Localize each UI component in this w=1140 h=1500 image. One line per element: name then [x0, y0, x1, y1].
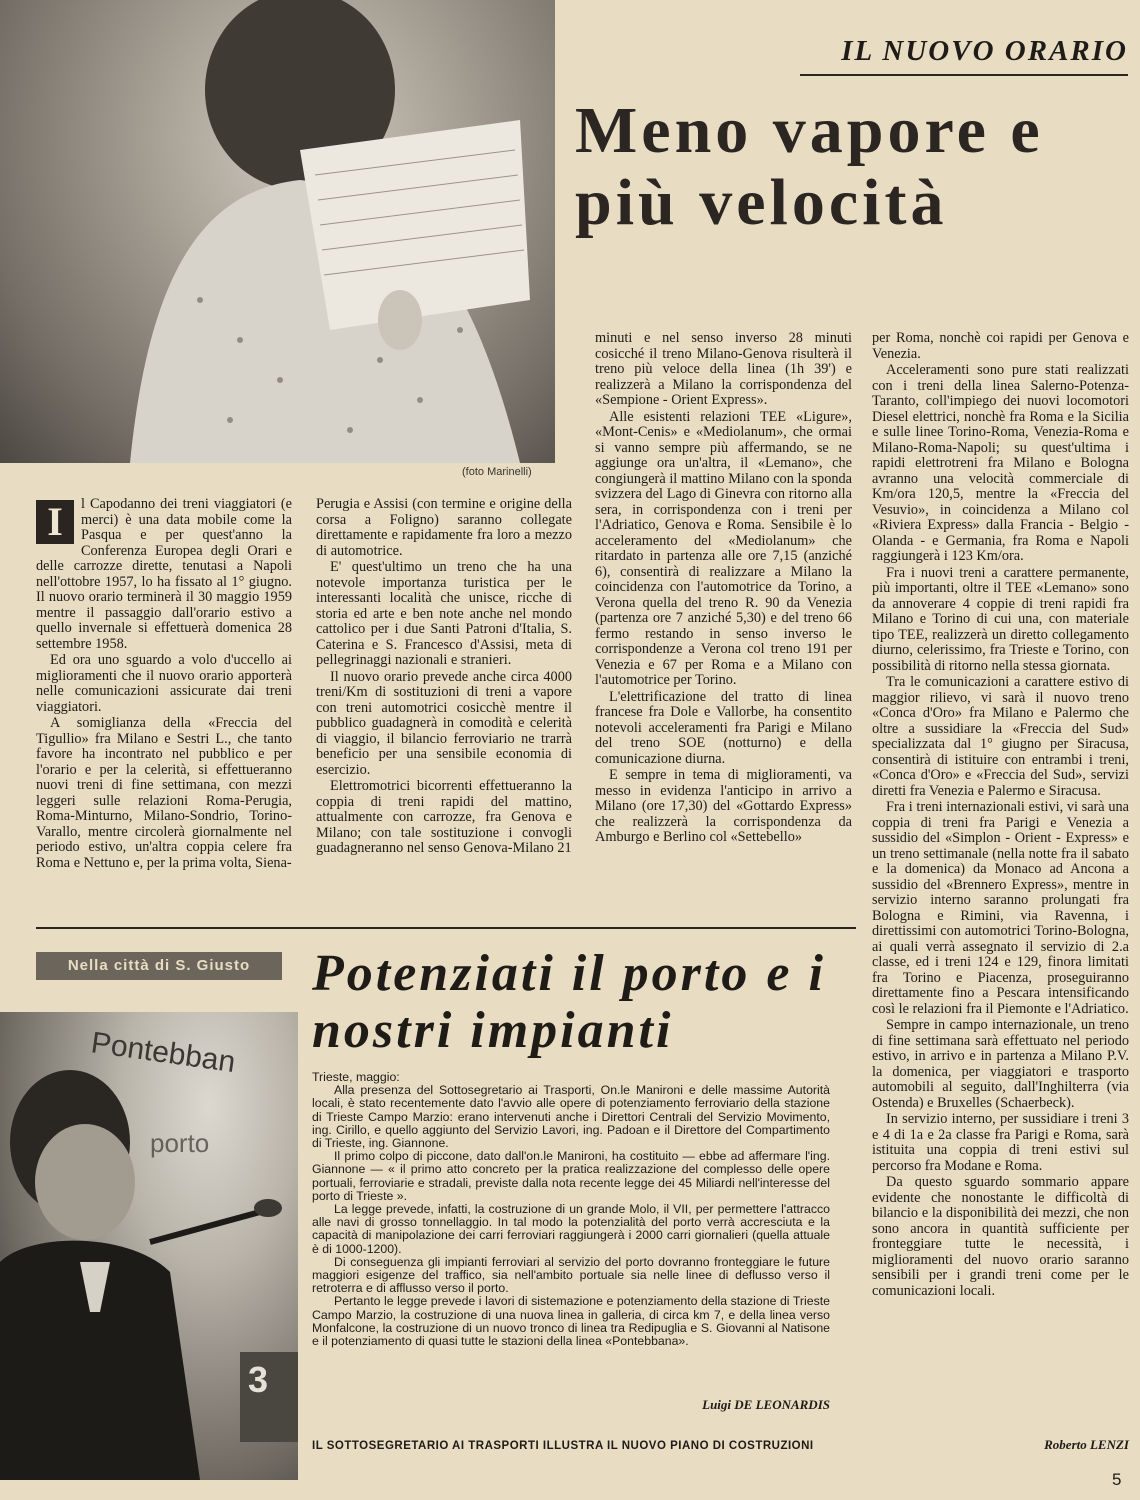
- photo-illustration: [0, 0, 555, 463]
- dateline: Trieste, maggio:: [312, 1070, 400, 1084]
- paragraph: L'elettrificazione del tratto di linea francese fra Dole e Vallorbe, ha consentito notevoli acceleramenti fra Parigi e Milano del treno SOE (notturno) e della comunicazione diurna.: [595, 688, 852, 767]
- article-column-2: [316, 497, 572, 857]
- kicker-rule: [800, 74, 1128, 76]
- photo-undersecretary-speaking: [0, 1012, 298, 1480]
- article-column-1: [36, 497, 292, 871]
- paragraph: E sempre in tema di miglioramenti, va messo in evidenza l'anticipo in arrivo a Milano (ore 17,30) del «Gottardo Express» che realizzerà la corrispondenza da Amburgo e Berlino col «Settebello»: [595, 767, 852, 845]
- paragraph: Il nuovo orario prevede anche circa 4000 treni/Km di sostituzioni di treni a vapore con treni automotrici cosicchè mentre il pubblico guadagnerà in comodità e celerità di viaggio, il bilancio ferroviario ne trarrà beneficio per una sensibile economia di esercizio.: [316, 668, 572, 778]
- section-kicker: IL NUOVO ORARIO: [841, 35, 1128, 67]
- paragraph: per Roma, nonchè coi rapidi per Genova e Venezia.: [872, 330, 1129, 362]
- paragraph: Di conseguenza gli impianti ferroviari al servizio del porto dovranno fronteggiare le future maggiori esigenze del traffico, sia nell'ambito portuale sia nelle linee di deflusso verso il retroterra e di afflusso verso il porto.: [312, 1254, 830, 1296]
- paragraph: Sempre in campo internazionale, un treno di fine settimana sarà effettuato nel periodo estivo, in arrivo e in partenza a Milano P.V. la domenica, per viaggiatori e trasporto automobili al seguito, dall'Inghilterra (via Ostenda) e Bruxelles (Schaerbeck).: [872, 1017, 1129, 1111]
- paragraph: E' quest'ultimo un treno che ha una notevole importanza turistica per le interessanti località che unisce, ricche di storia ed arte e ben note anche nel mondo cattolico per i due Santi Patroni d'Italia, S. Caterina e S. Francesco d'Assisi, meta di pellegrinaggi nazionali e stranieri.: [316, 559, 572, 668]
- paragraph: In servizio interno, per sussidiare i treni 3 e 4 di 1a e 2a classe fra Parigi e Roma, sarà istituita una coppia di treni estivi sul percorso fra Modane e Roma.: [872, 1111, 1129, 1174]
- svg-text:3: 3: [248, 1359, 269, 1400]
- paragraph: La legge prevede, infatti, la costruzione di un grande Molo, il VII, per permettere l'attracco alle navi di grosso tonnellaggio. In tal modo la potenzialità del porto verrà accresciuta e la capacità di manipolazione dei carri ferroviari raggiungerà i 2000 carri giornalieri (quella attuale è di 1000-1200).: [312, 1202, 830, 1256]
- svg-text:porto: porto: [150, 1128, 210, 1158]
- paragraph: Elettromotrici bicorrenti effettueranno la coppia di treni rapidi del mattino, attualmente con carrozze, fra Genova e Milano; con tale sostituzione i convogli guadagneranno nel senso Genova-Milano 21: [316, 778, 572, 856]
- paragraph: l Capodanno dei treni viaggiatori (e merci) è una data mobile come la Pasqua e per quest'anno la Conferenza Europea degli Orari e delle carrozze dirette, tenutasi a Napoli nell'ottobre 1957, lo ha fissato al 1° giugno. Il nuovo orario terminerà il 30 maggio 1959 mentre il passaggio dall'orario estivo a quello invernale si effettuerà domenica 28 settembre 1958.: [36, 496, 292, 652]
- article-headline-2: Potenziati il porto e i nostri impianti: [312, 945, 826, 1059]
- article-column-3: [595, 331, 852, 846]
- svg-text:Pontebban: Pontebban: [89, 1026, 238, 1080]
- photo-credit: (foto Marinelli): [462, 466, 532, 478]
- article-2-body: [312, 1071, 830, 1348]
- author-signature-2: Luigi DE LEONARDIS: [702, 1397, 830, 1412]
- page-number: 5: [1112, 1470, 1122, 1489]
- paragraph: Alla presenza del Sottosegretario ai Trasporti, On.le Manironi e delle massime Autorità locali, è stato recentemente dato l'avvio alle opere di potenziamento ferroviario della stazione di Trieste Campo Marzio: erano intervenuti anche i Direttori Centrali del Servizio Movimento, ing. Cirillo, e quello aggiunto del Servizio Lavori, ing. Padoan e il Direttore del Compartimento di Trieste, ing. Giannone.: [312, 1083, 830, 1151]
- photo-woman-reading-timetable: [0, 0, 555, 463]
- paragraph: Perugia e Assisi (con termine e origine della corsa a Foligno) saranno collegate direttamente e rapidamente fra loro a mezzo di automotrice.: [316, 496, 572, 559]
- paragraph: Alle esistenti relazioni TEE «Ligure», «Mont-Cenis» e «Mediolanum», che ormai si vanno sempre più affermando, se ne aggiunge ora un'altra, il «Lemano», che congiungerà il mattino Milano con la sponda svizzera del Lago di Ginevra con ritorno alla sera, in corrispondenza con i treni per l'Adriatico, Genova e Roma. Sensibile è lo acceleramento del «Mediolanum» che ritardato in partenza alle ore 7,15 (anziché 6), consentirà di realizzare a Milano la coincidenza con l'automotrice da Torino, a Verona quella del treno R. 90 da Venezia (partenza ore 7 anziché 5,30) e del treno 66 fermo restando in senso inverso le corrispondenze a Verona col treno 191 per Venezia e 67 per Roma e a Milano con l'automotrice per Torino.: [595, 408, 852, 688]
- paragraph: minuti e nel senso inverso 28 minuti cosicché il treno Milano-Genova risulterà il treno più veloce della linea (1h 39') e realizzerà a Milano la corrispondenza del «Sempione - Orient Express».: [595, 330, 852, 408]
- paragraph: Pertanto le legge prevede i lavori di sistemazione e potenziamento della stazione di Trieste Campo Marzio, la costruzione di una nuova linea in galleria, di circa km 7, e della linea verso Monfalcone, la costruzione di un nuovo tronco di linea tra Redipuglia e S. Giovanni al Natisone e il potenziamento di quasi tutte le stazioni della linea «Pontebbana».: [312, 1294, 830, 1349]
- photo-illustration: [0, 1012, 298, 1480]
- paragraph: Tra le comunicazioni a carattere estivo di maggior rilievo, vi sarà il nuovo treno «Conca d'Oro» fra Milano e Palermo che oltre a sussidiare la «Freccia del Sud» specializzata dal 1° giugno per Siracusa, consentirà di istituire con entrambi i treni, «Conca d'Oro» e «Freccia del Sud», servizi diretti fra Venezia e Palermo e Siracusa.: [872, 674, 1129, 799]
- drop-cap: I: [36, 500, 74, 544]
- photo-caption: IL SOTTOSEGRETARIO AI TRASPORTI ILLUSTRA IL NUOVO PIANO DI COSTRUZIONI: [312, 1440, 814, 1452]
- section-tag: Nella città di S. Giusto: [36, 952, 282, 980]
- paragraph: Il primo colpo di piccone, dato dall'on.le Manironi, ha costituito — ebbe ad affermare l'ing. Giannone — « il primo atto concreto per la pratica realizzazione del complesso delle opere portuali, ferroviarie e stradali, previste dalla nota recente legge dei 45 Miliardi nell'interesse del porto di Trieste ».: [312, 1149, 830, 1203]
- section-divider: [36, 927, 856, 929]
- paragraph: A somiglianza della «Freccia del Tigullio» fra Milano e Sestri L., che tanto favore ha incontrato nel pubblico e per l'orario e per la celerità, si effettueranno nuovi treni di fine settimana, con mezzi leggeri sulle relazioni Roma-Perugia, Roma-Minturno, Milano-Sondrio, Torino-Varallo, mentre circolerà giornalmente nel periodo estivo, un'altra coppia celere fra Roma e Nettuno e, per la prima volta, Siena-: [36, 715, 292, 871]
- paragraph: Da questo sguardo sommario appare evidente che nonostante le difficoltà di bilancio e la disponibilità dei mezzi, che non sono ancora in quantità sufficiente per fronteggiare tutte le necessità, i miglioramenti del nuovo orario saranno sensibili per i grandi treni come per le comunicazioni locali.: [872, 1174, 1129, 1299]
- paragraph: Fra i nuovi treni a carattere permanente, più importanti, oltre il TEE «Lemano» sono da annoverare 4 coppie di treni rapidi fra Milano e Torino di cui una, con materiale tipo TEE, realizzerà un diretto collegamento diurno, celerissimo, fra Trieste e Torino, con possibilità di ritorno nella stessa giornata.: [872, 564, 1129, 674]
- author-signature-1: Roberto LENZI: [1044, 1437, 1129, 1452]
- paragraph: Acceleramenti sono pure stati realizzati con i treni della linea Salerno-Potenza-Taranto, coll'impiego dei nuovi locomotori Diesel elettrici, nonchè fra Roma e la Sicilia e sulle linee Torino-Roma, Venezia-Roma e Milano-Roma-Napoli; su quest'ultima i rapidi elettrotreni fra Milano e Bologna avranno una velocità commerciale di Km/ora 120,5, mentre la «Freccia del Vesuvio», in coincidenza a Milano col «Riviera Express» dalla Francia - Belgio - Olanda - e Germania, fra Roma e Napoli raggiungerà i 123 Km/ora.: [872, 362, 1129, 564]
- article-headline: Meno vapore e più velocità: [575, 94, 1044, 239]
- paragraph: Fra i treni internazionali estivi, vi sarà una coppia di treni fra Parigi e Venezia a sussidio del «Simplon - Orient - Express» e un treno settimanale (nella notte fra il sabato e la domenica) da Monaco ad Ancona a sussidio del «Brennero Express», mentre in servizio interno saranno prolungati fra Bologna e Rimini, via Ravenna, i direttissimi con automotrici Torino-Bologna, ai quali verrà assegnato il servizio di 2.a classe, ed i treni 124 e 129, finora limitati fra Torino e Piacenza, proseguiranno direttamente fino a Pescara intensificando così le relazioni fra il Piemonte e l'Adriatico.: [872, 799, 1129, 1017]
- article-column-4: [872, 331, 1129, 1299]
- paragraph: Ed ora uno sguardo a volo d'uccello ai miglioramenti che il nuovo orario apporterà nelle comunicazioni assicurate dai treni viaggiatori.: [36, 652, 292, 715]
